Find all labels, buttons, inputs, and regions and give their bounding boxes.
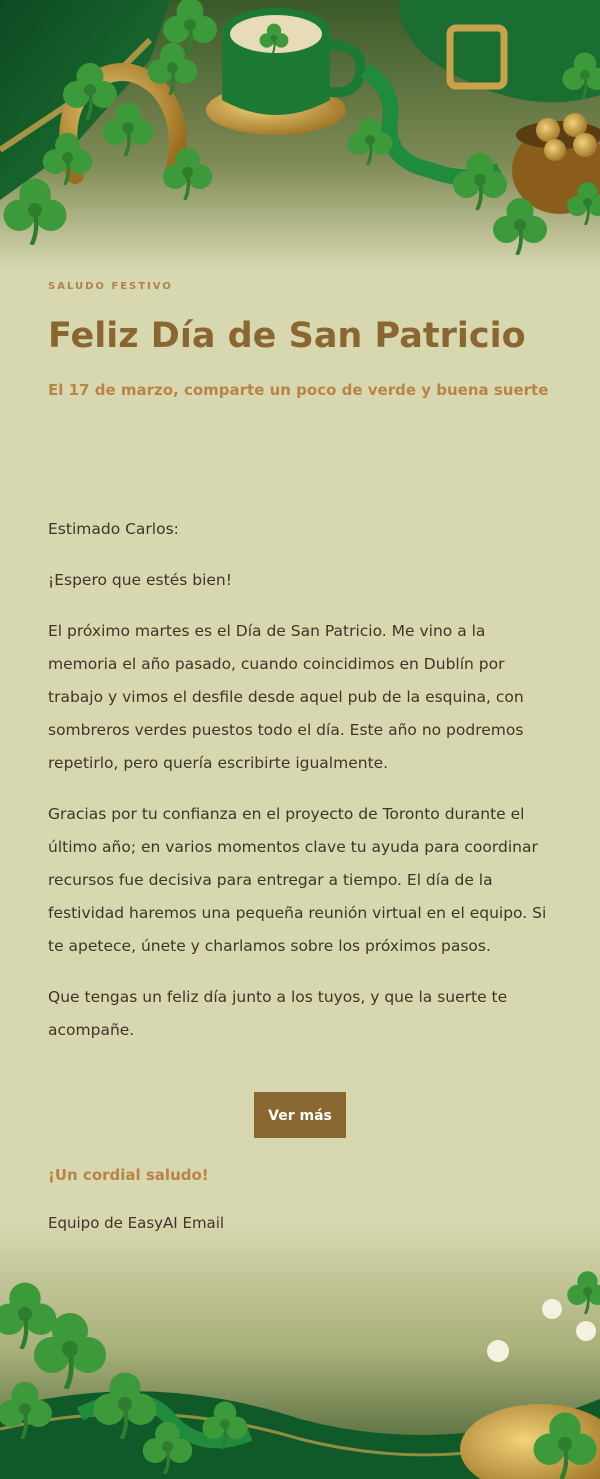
email-body [48, 513, 552, 1065]
signature: Equipo de EasyAI Email [48, 1214, 225, 1232]
ver-mas-button[interactable]: Ver más [254, 1092, 346, 1138]
page-subtitle: El 17 de marzo, comparte un poco de verde y buena suerte [48, 381, 549, 399]
cta-wrapper [48, 1092, 552, 1138]
body-paragraph-2: Gracias por tu confianza en el proyecto de Toronto durante el último año; en varios momentos clave tu ayuda para coordinar recursos fue decisiva para entregar a tiempo. El día de la festividad haremos una pequeña reunión virtual en el equipo. Si te apetece, únete y charlamos sobre los próximos pasos. [48, 805, 547, 955]
greeting: Estimado Carlos: [48, 520, 179, 538]
body-paragraph-1: El próximo martes es el Día de San Patricio. Me vino a la memoria el año pasado, cuando coincidimos en Dublín por trabajo y vimos el desfile desde aquel pub de la esquina, con sombreros verdes puestos todo el día. Este año no podremos repetirlo, pero quería escribirte igualmente. [48, 622, 524, 772]
signoff: ¡Un cordial saludo! [48, 1166, 209, 1184]
body-paragraph-3: Que tengas un feliz día junto a los tuyos, y que la suerte te acompañe. [48, 988, 508, 1039]
body-line-1: ¡Espero que estés bien! [48, 571, 232, 589]
eyebrow-label: SALUDO FESTIVO [48, 281, 173, 292]
page-title: Feliz Día de San Patricio [48, 316, 526, 356]
footer-illustration [0, 1219, 600, 1479]
hero-illustration [0, 0, 600, 270]
